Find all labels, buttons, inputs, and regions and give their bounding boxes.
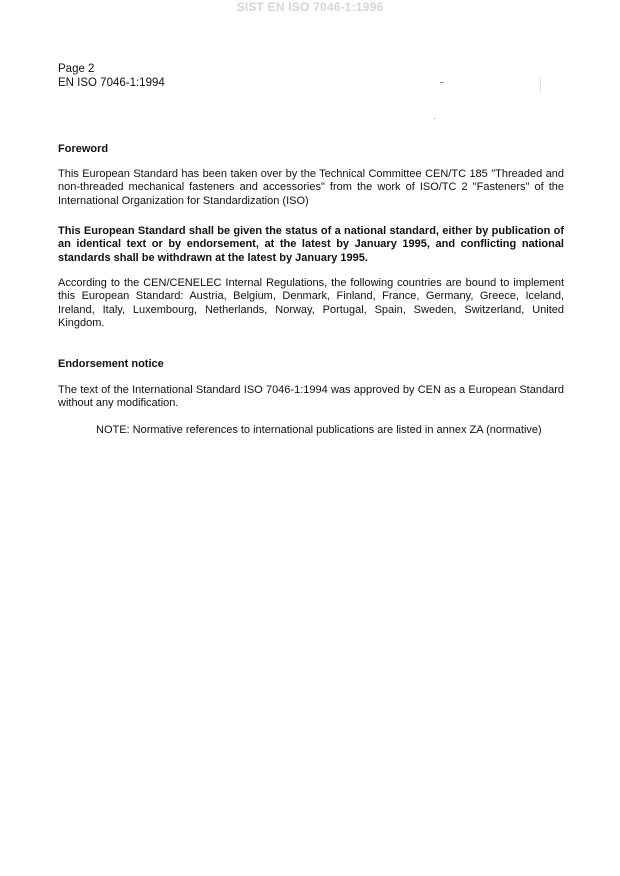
scan-speck <box>540 78 541 92</box>
foreword-paragraph-3: According to the CEN/CENELEC Internal Regulations, the following countries are bound to implement this European Standard: Austria, Belgium, Denmark, Finland, France, Germany, Greece, Iceland, Ireland, Italy, Luxembourg, Netherlands, Norway, Portugal, Spain, Sweden, Switzerland, United Kingdom. <box>58 277 564 330</box>
normative-note: NOTE: Normative references to international publications are listed in annex ZA (normative) <box>96 424 542 436</box>
standard-number: EN ISO 7046-1:1994 <box>58 77 165 89</box>
foreword-paragraph-2: This European Standard shall be given the status of a national standard, either by publication of an identical text or by endorsement, at the latest by January 1995, and conflicting national standards shall be withdrawn at the latest by January 1995. <box>58 225 564 264</box>
endorsement-paragraph: The text of the International Standard ISO 7046-1:1994 was approved by CEN as a European Standard without any modification. <box>58 384 564 410</box>
foreword-paragraph-1: This European Standard has been taken over by the Technical Committee CEN/TC 185 "Threaded and non-threaded mechanical fasteners and accessories" from the work of ISO/TC 2 "Fasteners" of the International Organization for Standardization (ISO) <box>58 168 564 207</box>
document-watermark: SIST EN ISO 7046-1:1996 <box>236 0 384 14</box>
endorsement-heading: Endorsement notice <box>58 358 164 370</box>
scan-speck <box>434 118 435 119</box>
scan-speck <box>440 82 444 83</box>
page-header <box>58 62 165 90</box>
page-number: Page 2 <box>58 63 95 75</box>
foreword-heading: Foreword <box>58 143 109 155</box>
